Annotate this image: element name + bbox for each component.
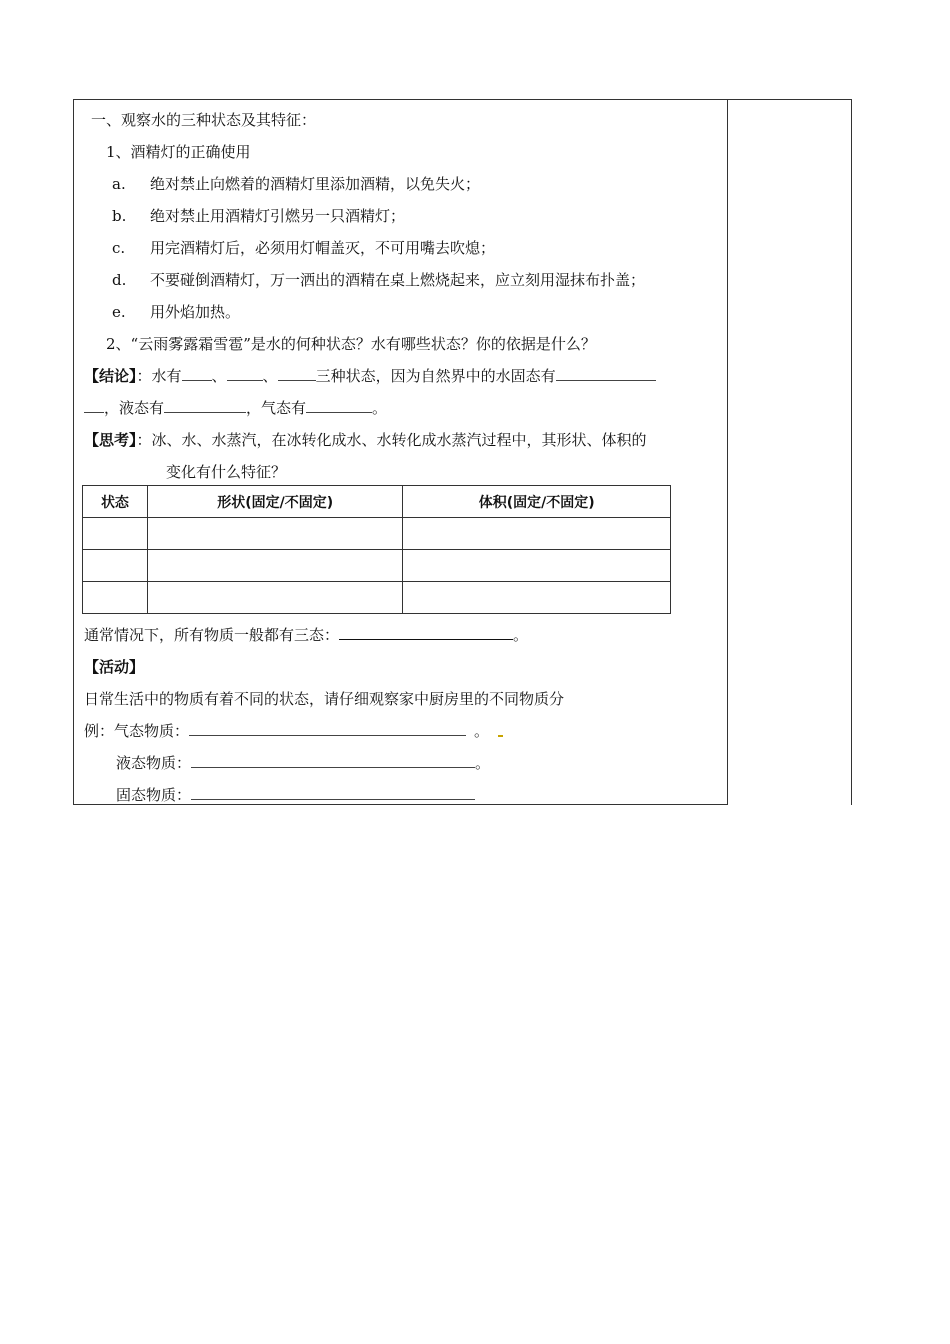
blank-liquid-substances[interactable] xyxy=(191,753,475,768)
liquid-label: 液态物质： xyxy=(116,754,192,772)
blank-solid-examples[interactable] xyxy=(556,366,656,381)
gas-label: 气态物质： xyxy=(114,722,190,740)
blank-three-states[interactable] xyxy=(339,625,513,640)
item2-question: 2、“云雨雾露霜雪雹”是水的何种状态？水有哪些状态？你的依据是什么？ xyxy=(106,335,596,353)
conclusion-text-1: ：水有 xyxy=(136,367,182,385)
think-line-1 xyxy=(84,430,647,450)
conclusion-line-2 xyxy=(84,398,387,418)
think-line-2: 变化有什么特征？ xyxy=(166,463,287,481)
blank-gas-substances[interactable] xyxy=(189,721,466,736)
blank-liquid-examples[interactable] xyxy=(164,398,246,413)
table-cell[interactable] xyxy=(403,518,671,550)
rule-a-text: 绝对禁止向燃着的酒精灯里添加酒精，以免失火； xyxy=(150,175,481,193)
blank-solid-examples-cont[interactable] xyxy=(84,398,104,413)
conclusion-sep-2: 、 xyxy=(262,367,278,385)
table-row xyxy=(83,582,671,614)
liquid-end: 。 xyxy=(475,754,491,772)
normal-end: 。 xyxy=(513,626,529,644)
solid-label: 固态物质： xyxy=(116,786,192,804)
solid-line xyxy=(116,785,475,805)
conclusion-text-4: ，气态有 xyxy=(246,399,307,417)
activity-label: 【活动】 xyxy=(84,658,145,676)
normal-line xyxy=(84,625,528,645)
rule-e-text: 用外焰加热。 xyxy=(150,303,241,321)
rule-e-marker: e. xyxy=(112,303,126,321)
gas-end: 。 xyxy=(474,722,490,740)
blank-state-1[interactable] xyxy=(182,366,212,381)
table-cell[interactable] xyxy=(403,582,671,614)
header-volume: 体积(固定/不固定) xyxy=(403,486,671,518)
gas-prefix: 例： xyxy=(84,722,115,740)
blank-gas-examples[interactable] xyxy=(306,398,372,413)
table-row xyxy=(83,518,671,550)
header-shape: 形状(固定/不固定) xyxy=(147,486,403,518)
item1-title: 1、酒精灯的正确使用 xyxy=(106,143,251,161)
states-table xyxy=(82,485,671,614)
blank-state-3[interactable] xyxy=(278,366,316,381)
notes-column xyxy=(727,99,852,805)
conclusion-text-3: ，液态有 xyxy=(104,399,165,417)
activity-intro: 日常生活中的物质有着不同的状态，请仔细观察家中厨房里的不同物质分 xyxy=(84,690,565,708)
rule-b-text: 绝对禁止用酒精灯引燃另一只酒精灯； xyxy=(150,207,406,225)
blank-state-2[interactable] xyxy=(227,366,263,381)
rule-a-marker: a. xyxy=(112,175,126,193)
table-cell[interactable] xyxy=(403,550,671,582)
conclusion-label: 【结论】 xyxy=(84,367,137,385)
table-cell[interactable] xyxy=(147,582,403,614)
table-row xyxy=(83,550,671,582)
conclusion-sep-1: 、 xyxy=(211,367,227,385)
rule-c-text: 用完酒精灯后，必须用灯帽盖灭，不可用嘴去吹熄； xyxy=(150,239,496,257)
table-cell[interactable] xyxy=(147,550,403,582)
header-state: 状态 xyxy=(83,486,148,518)
blank-solid-substances[interactable] xyxy=(191,785,475,800)
rule-d-marker: d. xyxy=(112,271,127,289)
table-cell[interactable] xyxy=(83,582,148,614)
table-header-row xyxy=(83,486,671,518)
yellow-mark xyxy=(498,735,503,737)
conclusion-end: 。 xyxy=(372,399,388,417)
table-cell[interactable] xyxy=(147,518,403,550)
table-cell[interactable] xyxy=(83,550,148,582)
conclusion-line-1 xyxy=(84,366,656,386)
rule-c-marker: c. xyxy=(112,239,126,257)
think-text-1: ：冰、水、水蒸汽，在冰转化成水、水转化成水蒸汽过程中，其形状、体积的 xyxy=(136,431,647,449)
normal-text: 通常情况下，所有物质一般都有三态： xyxy=(84,626,340,644)
section-title: 一、观察水的三种状态及其特征： xyxy=(91,111,317,129)
conclusion-text-2: 三种状态，因为自然界中的水固态有 xyxy=(315,367,556,385)
gas-line xyxy=(84,721,489,741)
rule-b-marker: b. xyxy=(112,207,127,225)
think-label: 【思考】 xyxy=(84,431,137,449)
liquid-line xyxy=(116,753,490,773)
table-cell[interactable] xyxy=(83,518,148,550)
rule-d-text: 不要碰倒酒精灯，万一洒出的酒精在桌上燃烧起来，应立刻用湿抹布扑盖； xyxy=(150,271,646,289)
